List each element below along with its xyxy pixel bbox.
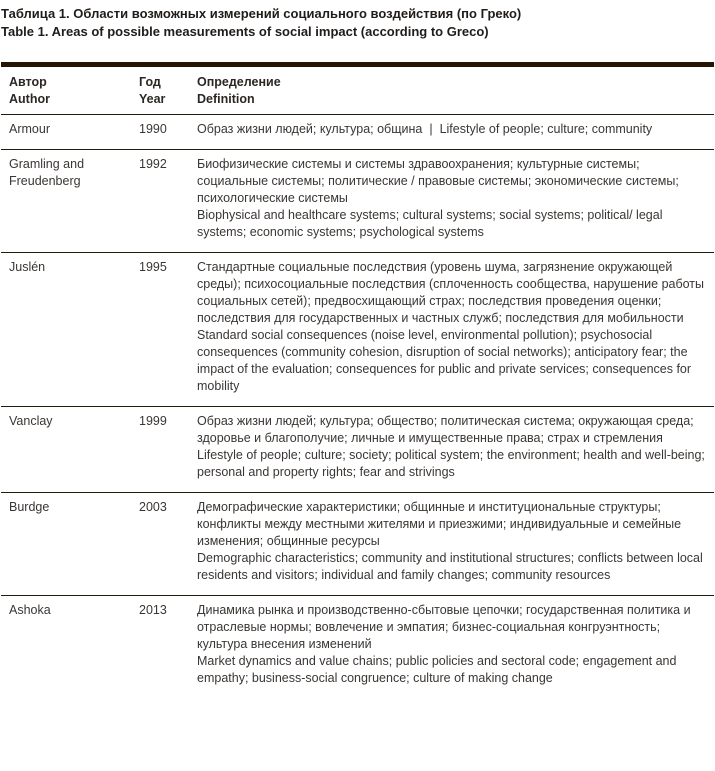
header-row [1, 65, 714, 115]
definition-cell [197, 596, 714, 699]
definition-ru: Биофизические системы и системы здравоохранения; культурные системы; социальные системы; политические / правовые системы; экономические системы; психологические системы [197, 157, 679, 205]
definition-cell [197, 253, 714, 407]
table-row-juslen [1, 253, 714, 407]
year-cell: 2013 [139, 596, 197, 699]
definition-ru: Демографические характеристики; общинные и институциональные структуры; конфликты между местными жителями и приезжими; индивидуальные и семейные изменения; общинные ресурсы [197, 500, 682, 548]
definition-cell [197, 150, 714, 253]
column-header-definition-ru: Определение [197, 75, 281, 89]
column-header-definition [197, 65, 714, 115]
table-row-gramling [1, 150, 714, 253]
table-row-vanclay [1, 407, 714, 493]
definition-inline [197, 121, 711, 138]
author-cell: Burdge [1, 493, 139, 596]
author-cell: Gramling and Freudenberg [1, 150, 139, 253]
year-cell: 1990 [139, 122, 167, 136]
author-cell: Ashoka [1, 596, 139, 699]
caption-line-en: Table 1. Areas of possible measurements of social impact (according to Greco) [1, 23, 489, 39]
table-row-burdge [1, 493, 714, 596]
table-row-ashoka [1, 596, 714, 699]
social-impact-table [1, 62, 714, 698]
table-row-armour [1, 115, 714, 150]
definition-en: Demographic characteristics; community and institutional structures; conflicts between local residents and visitors; individual and family changes; community resources [197, 551, 703, 582]
language-separator: | [429, 122, 433, 136]
column-header-author [1, 65, 139, 115]
table-body [1, 115, 714, 699]
column-header-year-ru: Год [139, 75, 161, 89]
author-cell: Armour [9, 122, 50, 136]
author-cell: Vanclay [1, 407, 139, 493]
year-cell: 1999 [139, 407, 197, 493]
definition-en: Lifestyle of people; culture; society; political system; the environment; health and well-being; personal and property rights; fear and strivings [197, 448, 705, 479]
definition-cell [197, 493, 714, 596]
definition-ru: Динамика рынка и производственно-сбытовые цепочки; государственная политика и отраслевые нормы; вовлечение и эмпатия; бизнес-социальная конгруэнтность; культура внесения изменений [197, 603, 691, 651]
column-header-year-en: Year [139, 92, 166, 106]
caption-line-ru: Таблица 1. Области возможных измерений социального воздействия (по Греко) [1, 6, 522, 21]
definition-ru: Образ жизни людей; культура; община [197, 122, 423, 136]
definition-ru: Образ жизни людей; культура; общество; политическая система; окружающая среда; здоровье и благополучие; личные и имущественные права; страх и стремления [197, 414, 694, 445]
year-cell: 2003 [139, 493, 197, 596]
definition-cell [197, 115, 714, 150]
definition-en: Market dynamics and value chains; public policies and sectoral code; engagement and empathy; business-social congruence; culture of making change [197, 654, 677, 685]
column-header-year [139, 65, 197, 115]
column-header-definition-en: Definition [197, 92, 255, 106]
column-header-author-ru: Автор [9, 75, 47, 89]
definition-en: Lifestyle of people; culture; community [439, 122, 653, 136]
definition-en: Standard social consequences (noise level, environmental pollution); psychosocial consequences (community cohesion, disruption of social networks); anticipatory fear; the impact of the evaluation; consequences for public and private services; consequences for mobility [197, 328, 692, 393]
definition-en: Biophysical and healthcare systems; cultural systems; social systems; political/ legal systems; economic systems; psychological systems [197, 208, 663, 239]
column-header-author-en: Author [9, 92, 50, 106]
definition-cell [197, 407, 714, 493]
year-cell: 1992 [139, 150, 197, 253]
table-header [1, 65, 714, 115]
definition-ru: Стандартные социальные последствия (уровень шума, загрязнение окружающей среды); психосоциальные последствия (сплоченность сообщества, нарушение работы социальных сетей); предвосхищающий страх; последствия проведения оценки; последствия для государственных и частных служб; последствия для мобильности [197, 260, 705, 325]
author-cell: Juslén [1, 253, 139, 407]
year-cell: 1995 [139, 253, 197, 407]
table-caption [1, 5, 715, 40]
